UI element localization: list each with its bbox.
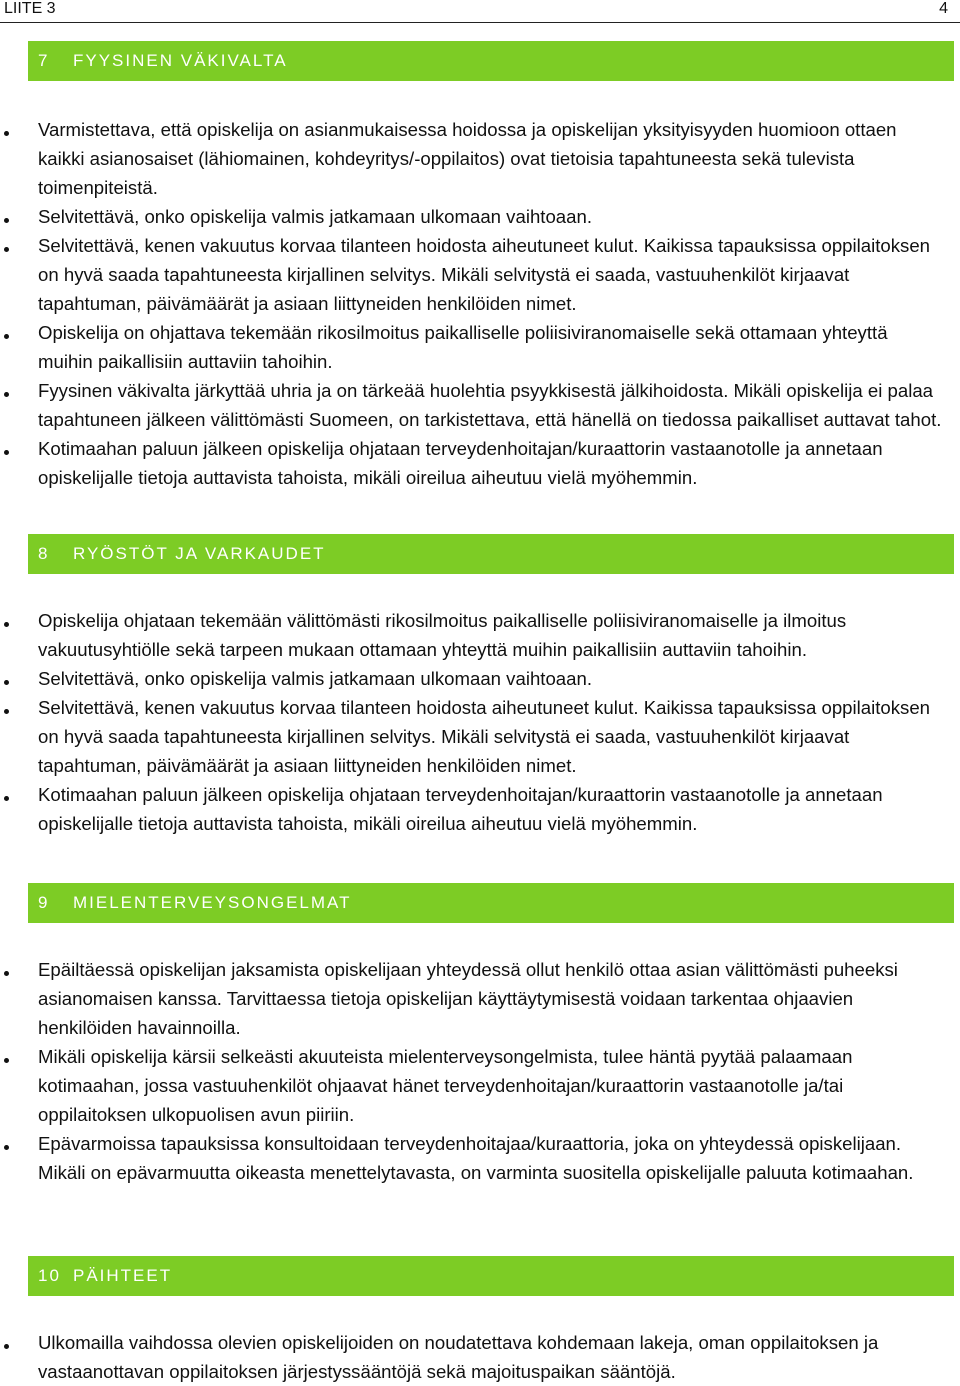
list-item: Epävarmoissa tapauksissa konsultoidaan terveydenhoitajaa/kuraattoria, joka on yhteydessä opiskelijaan. Mikäli on epävarmuutta oikeasta menettelytavasta, on varminta suositella opiskelijalle paluuta kotimaahan.: [0, 1129, 960, 1187]
section-title: RYÖSTÖT JA VARKAUDET: [73, 544, 326, 563]
list-item: Selvitettävä, kenen vakuutus korvaa tilanteen hoidosta aiheutuneet kulut. Kaikissa tapauksissa oppilaitoksen on hyvä saada tapahtuneesta kirjallinen selvitys. Mikäli selvitystä ei saada, vastuuhenkilöt kirjaavat tapahtuman, päivämäärät ja asiaan liittyneiden henkilöiden nimet.: [0, 693, 960, 780]
section-8-list: [0, 606, 960, 838]
list-item: Kotimaahan paluun jälkeen opiskelija ohjataan terveydenhoitajan/kuraattorin vastaanotolle ja annetaan opiskelijalle tietoja auttavista tahoista, mikäli oireilua aiheutuu vielä myöhemmin.: [0, 780, 960, 838]
section-title: MIELENTERVEYSONGELMAT: [73, 893, 352, 912]
section-heading-9: [28, 883, 954, 923]
section-title: FYYSINEN VÄKIVALTA: [73, 51, 288, 70]
section-10-list: [0, 1328, 960, 1386]
section-title: PÄIHTEET: [73, 1266, 173, 1285]
list-item: Fyysinen väkivalta järkyttää uhria ja on tärkeää huolehtia psyykkisestä jälkihoidosta. Mikäli opiskelija ei palaa tapahtuneen jälkeen välittömästi Suomeen, on tarkistettava, että hänellä on tiedossa paikalliset auttavat tahot.: [0, 376, 960, 434]
section-heading-10: [28, 1256, 954, 1296]
list-item: Opiskelija ohjataan tekemään välittömästi rikosilmoitus paikalliselle poliisiviranomaiselle ja ilmoitus vakuutusyhtiölle sekä tarpeen mukaan ottamaan yhteyttä muihin paikallisiin auttaviin tahoihin.: [0, 606, 960, 664]
list-item: Mikäli opiskelija kärsii selkeästi akuuteista mielenterveysongelmista, tulee häntä pyytää palaamaan kotimaahan, jossa vastuuhenkilöt ohjaavat hänet terveydenhoitajan/kuraattorin vastaanotolle ja/tai oppilaitoksen ulkopuolisen avun piiriin.: [0, 1042, 960, 1129]
page-header: [0, 0, 960, 23]
list-item: Varmistettava, että opiskelija on asianmukaisessa hoidossa ja opiskelijan yksityisyyden huomioon ottaen kaikki asianosaiset (lähiomainen, kohdeyritys/-oppilaitos) ovat tietoisia tapahtuneesta sekä tulevista toimenpiteistä.: [0, 115, 960, 202]
list-item: Selvitettävä, onko opiskelija valmis jatkamaan ulkomaan vaihtoaan.: [0, 664, 960, 693]
section-number: 7: [38, 51, 50, 70]
page-number: 4: [939, 0, 948, 17]
list-item: Opiskelija on ohjattava tekemään rikosilmoitus paikalliselle poliisiviranomaiselle sekä ottamaan yhteyttä muihin paikallisiin auttaviin tahoihin.: [0, 318, 960, 376]
appendix-label: LIITE 3: [4, 0, 56, 17]
list-item: Selvitettävä, onko opiskelija valmis jatkamaan ulkomaan vaihtoaan.: [0, 202, 960, 231]
list-item: Ulkomailla vaihdossa olevien opiskelijoiden on noudatettava kohdemaan lakeja, oman oppilaitoksen ja vastaanottavan oppilaitoksen järjestyssääntöjä sekä majoituspaikan sääntöjä.: [0, 1328, 960, 1386]
section-9-list: [0, 955, 960, 1187]
list-item: Selvitettävä, kenen vakuutus korvaa tilanteen hoidosta aiheutuneet kulut. Kaikissa tapauksissa oppilaitoksen on hyvä saada tapahtuneesta kirjallinen selvitys. Mikäli selvitystä ei saada, vastuuhenkilöt kirjaavat tapahtuman, päivämäärät ja asiaan liittyneiden henkilöiden nimet.: [0, 231, 960, 318]
section-heading-8: [28, 534, 954, 574]
section-7-list: [0, 115, 960, 492]
section-heading-7: [28, 41, 954, 81]
section-number: 9: [38, 893, 50, 912]
section-number: 10: [38, 1266, 61, 1285]
section-number: 8: [38, 544, 50, 563]
list-item: Epäiltäessä opiskelijan jaksamista opiskelijaan yhteydessä ollut henkilö ottaa asian välittömästi puheeksi asianomaisen kanssa. Tarvittaessa tietoja opiskelijan käyttäytymisestä voidaan tarkentaa ohjaavien henkilöiden havainnoilla.: [0, 955, 960, 1042]
list-item: Kotimaahan paluun jälkeen opiskelija ohjataan terveydenhoitajan/kuraattorin vastaanotolle ja annetaan opiskelijalle tietoja auttavista tahoista, mikäli oireilua aiheutuu vielä myöhemmin.: [0, 434, 960, 492]
